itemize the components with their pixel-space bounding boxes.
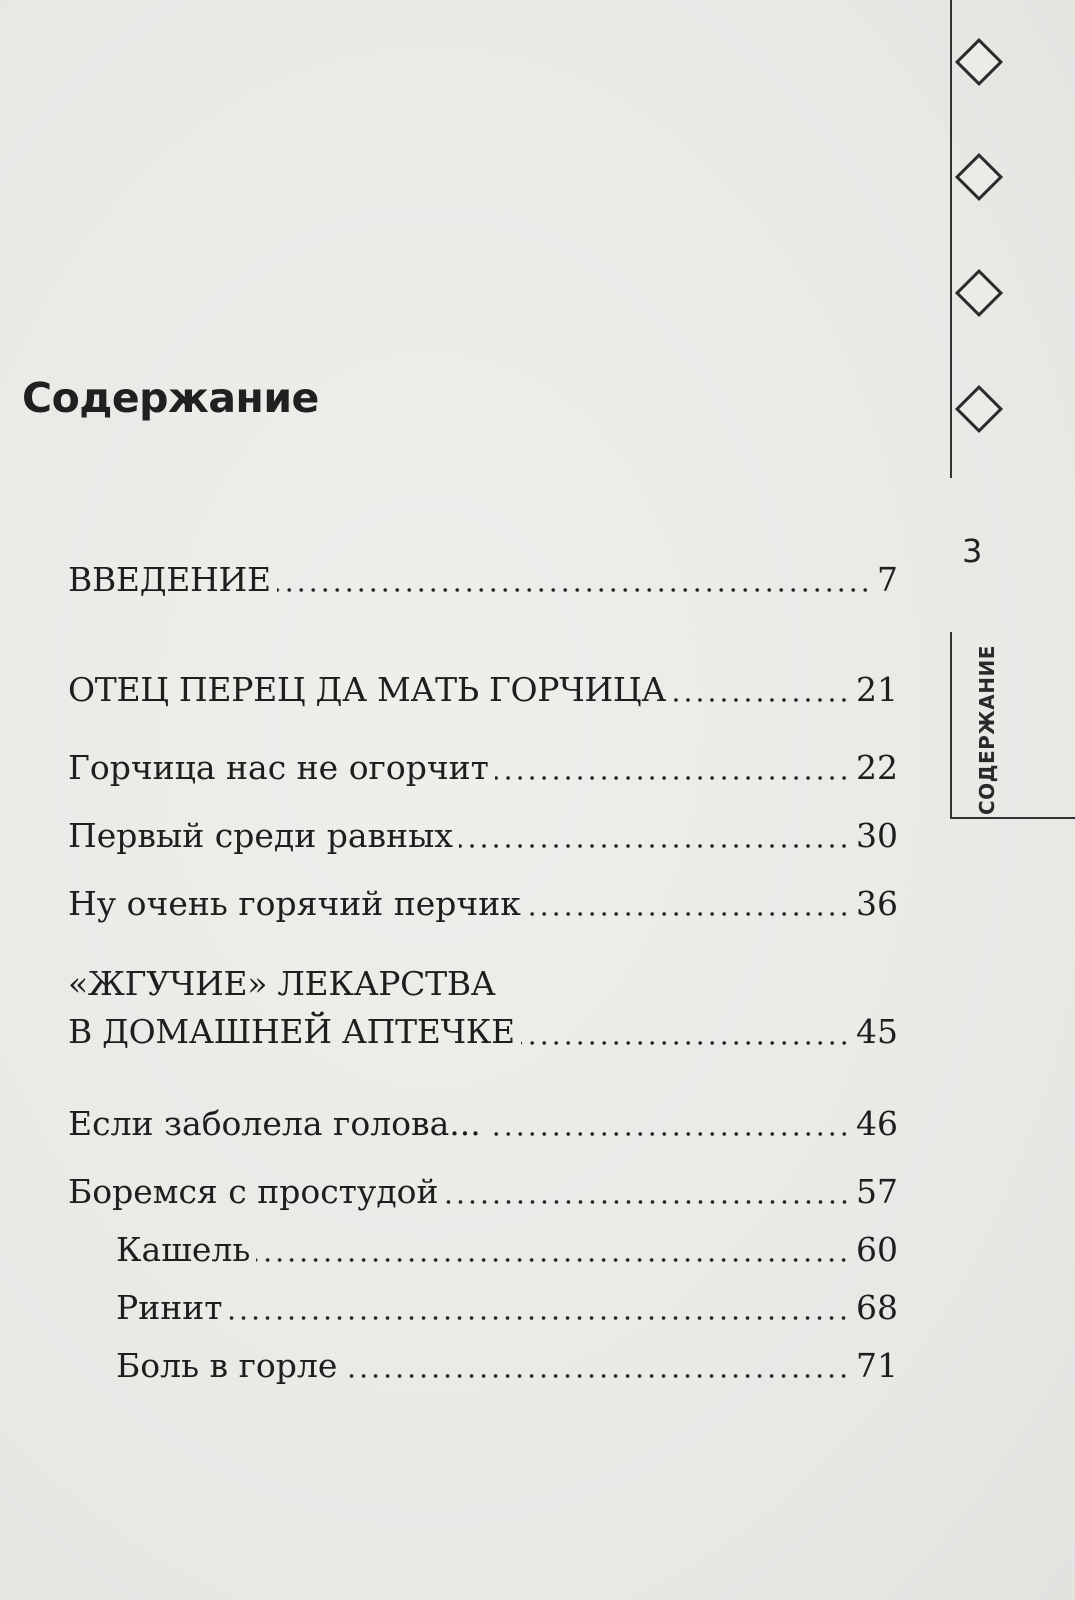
toc-entry-title-line-2: В ДОМАШНЕЙ АПТЕЧКЕ xyxy=(68,1012,515,1052)
dot-leader xyxy=(445,1200,850,1204)
toc-page-number: 68 xyxy=(856,1288,898,1327)
dot-leader xyxy=(277,588,871,592)
toc-entry-subsection xyxy=(116,1232,898,1268)
toc-entry-subsection xyxy=(116,1290,898,1326)
toc-entry-title: Боль в горле xyxy=(116,1346,338,1385)
toc-page-number: 30 xyxy=(856,816,898,855)
toc-page-number: 60 xyxy=(856,1230,898,1269)
toc-entry-title: Горчица нас не огорчит xyxy=(68,748,489,787)
toc-page-number: 36 xyxy=(856,884,898,923)
toc-entry-section xyxy=(68,1174,898,1210)
toc-entry-title: Кашель xyxy=(116,1230,251,1269)
toc-entry-section xyxy=(68,818,898,854)
dot-leader xyxy=(228,1316,850,1320)
toc-page-number: 21 xyxy=(856,670,898,709)
running-head: СОДЕРЖАНИЕ xyxy=(975,645,999,815)
page-title: Содержание xyxy=(22,374,319,422)
toc-entry-chapter-2 xyxy=(68,966,898,1051)
toc-entry-title: Боремся с простудой xyxy=(68,1172,439,1211)
toc-page-number: 71 xyxy=(856,1346,898,1385)
toc-entry-title: Ну очень горячий перчик xyxy=(68,884,521,923)
dot-leader xyxy=(521,1041,850,1045)
dot-leader xyxy=(672,698,850,702)
dot-leader xyxy=(256,1258,850,1262)
toc-entry-introduction xyxy=(68,562,898,598)
diamond-icon xyxy=(955,269,1003,317)
dot-leader xyxy=(343,1374,850,1378)
page-number: 3 xyxy=(962,532,983,570)
toc-entry-section xyxy=(68,1106,898,1142)
toc-entry-title: Первый среди равных xyxy=(68,816,453,855)
rail-line-lower xyxy=(950,632,952,818)
toc-entry-title: ВВЕДЕНИЕ xyxy=(68,560,271,599)
toc-page-number: 22 xyxy=(856,748,898,787)
toc-page-number: 45 xyxy=(856,1012,898,1052)
toc-page-number: 57 xyxy=(856,1172,898,1211)
dot-leader xyxy=(527,912,850,916)
rail-line-upper xyxy=(950,0,952,478)
toc-entry-section xyxy=(68,886,898,922)
toc-entry-title-line-1: «ЖГУЧИЕ» ЛЕКАРСТВА xyxy=(68,964,496,1003)
toc-page-number: 46 xyxy=(856,1104,898,1143)
dot-leader xyxy=(459,844,850,848)
toc-entry-title xyxy=(68,966,515,1051)
diamond-icon xyxy=(955,153,1003,201)
diamond-icon xyxy=(955,38,1003,86)
diamond-icon xyxy=(955,385,1003,433)
toc-entry-title: Ринит xyxy=(116,1288,223,1327)
toc-entry-chapter-1 xyxy=(68,672,898,708)
dot-leader xyxy=(495,776,850,780)
toc-entry-title: Если заболела голова... xyxy=(68,1104,481,1143)
rail-divider xyxy=(950,817,1075,819)
toc-entry-title: ОТЕЦ ПЕРЕЦ ДА МАТЬ ГОРЧИЦА xyxy=(68,670,667,709)
toc-entry-section xyxy=(68,750,898,786)
toc-entry-subsection xyxy=(116,1348,898,1384)
toc-page-number: 7 xyxy=(877,560,898,599)
dot-leader xyxy=(487,1132,850,1136)
